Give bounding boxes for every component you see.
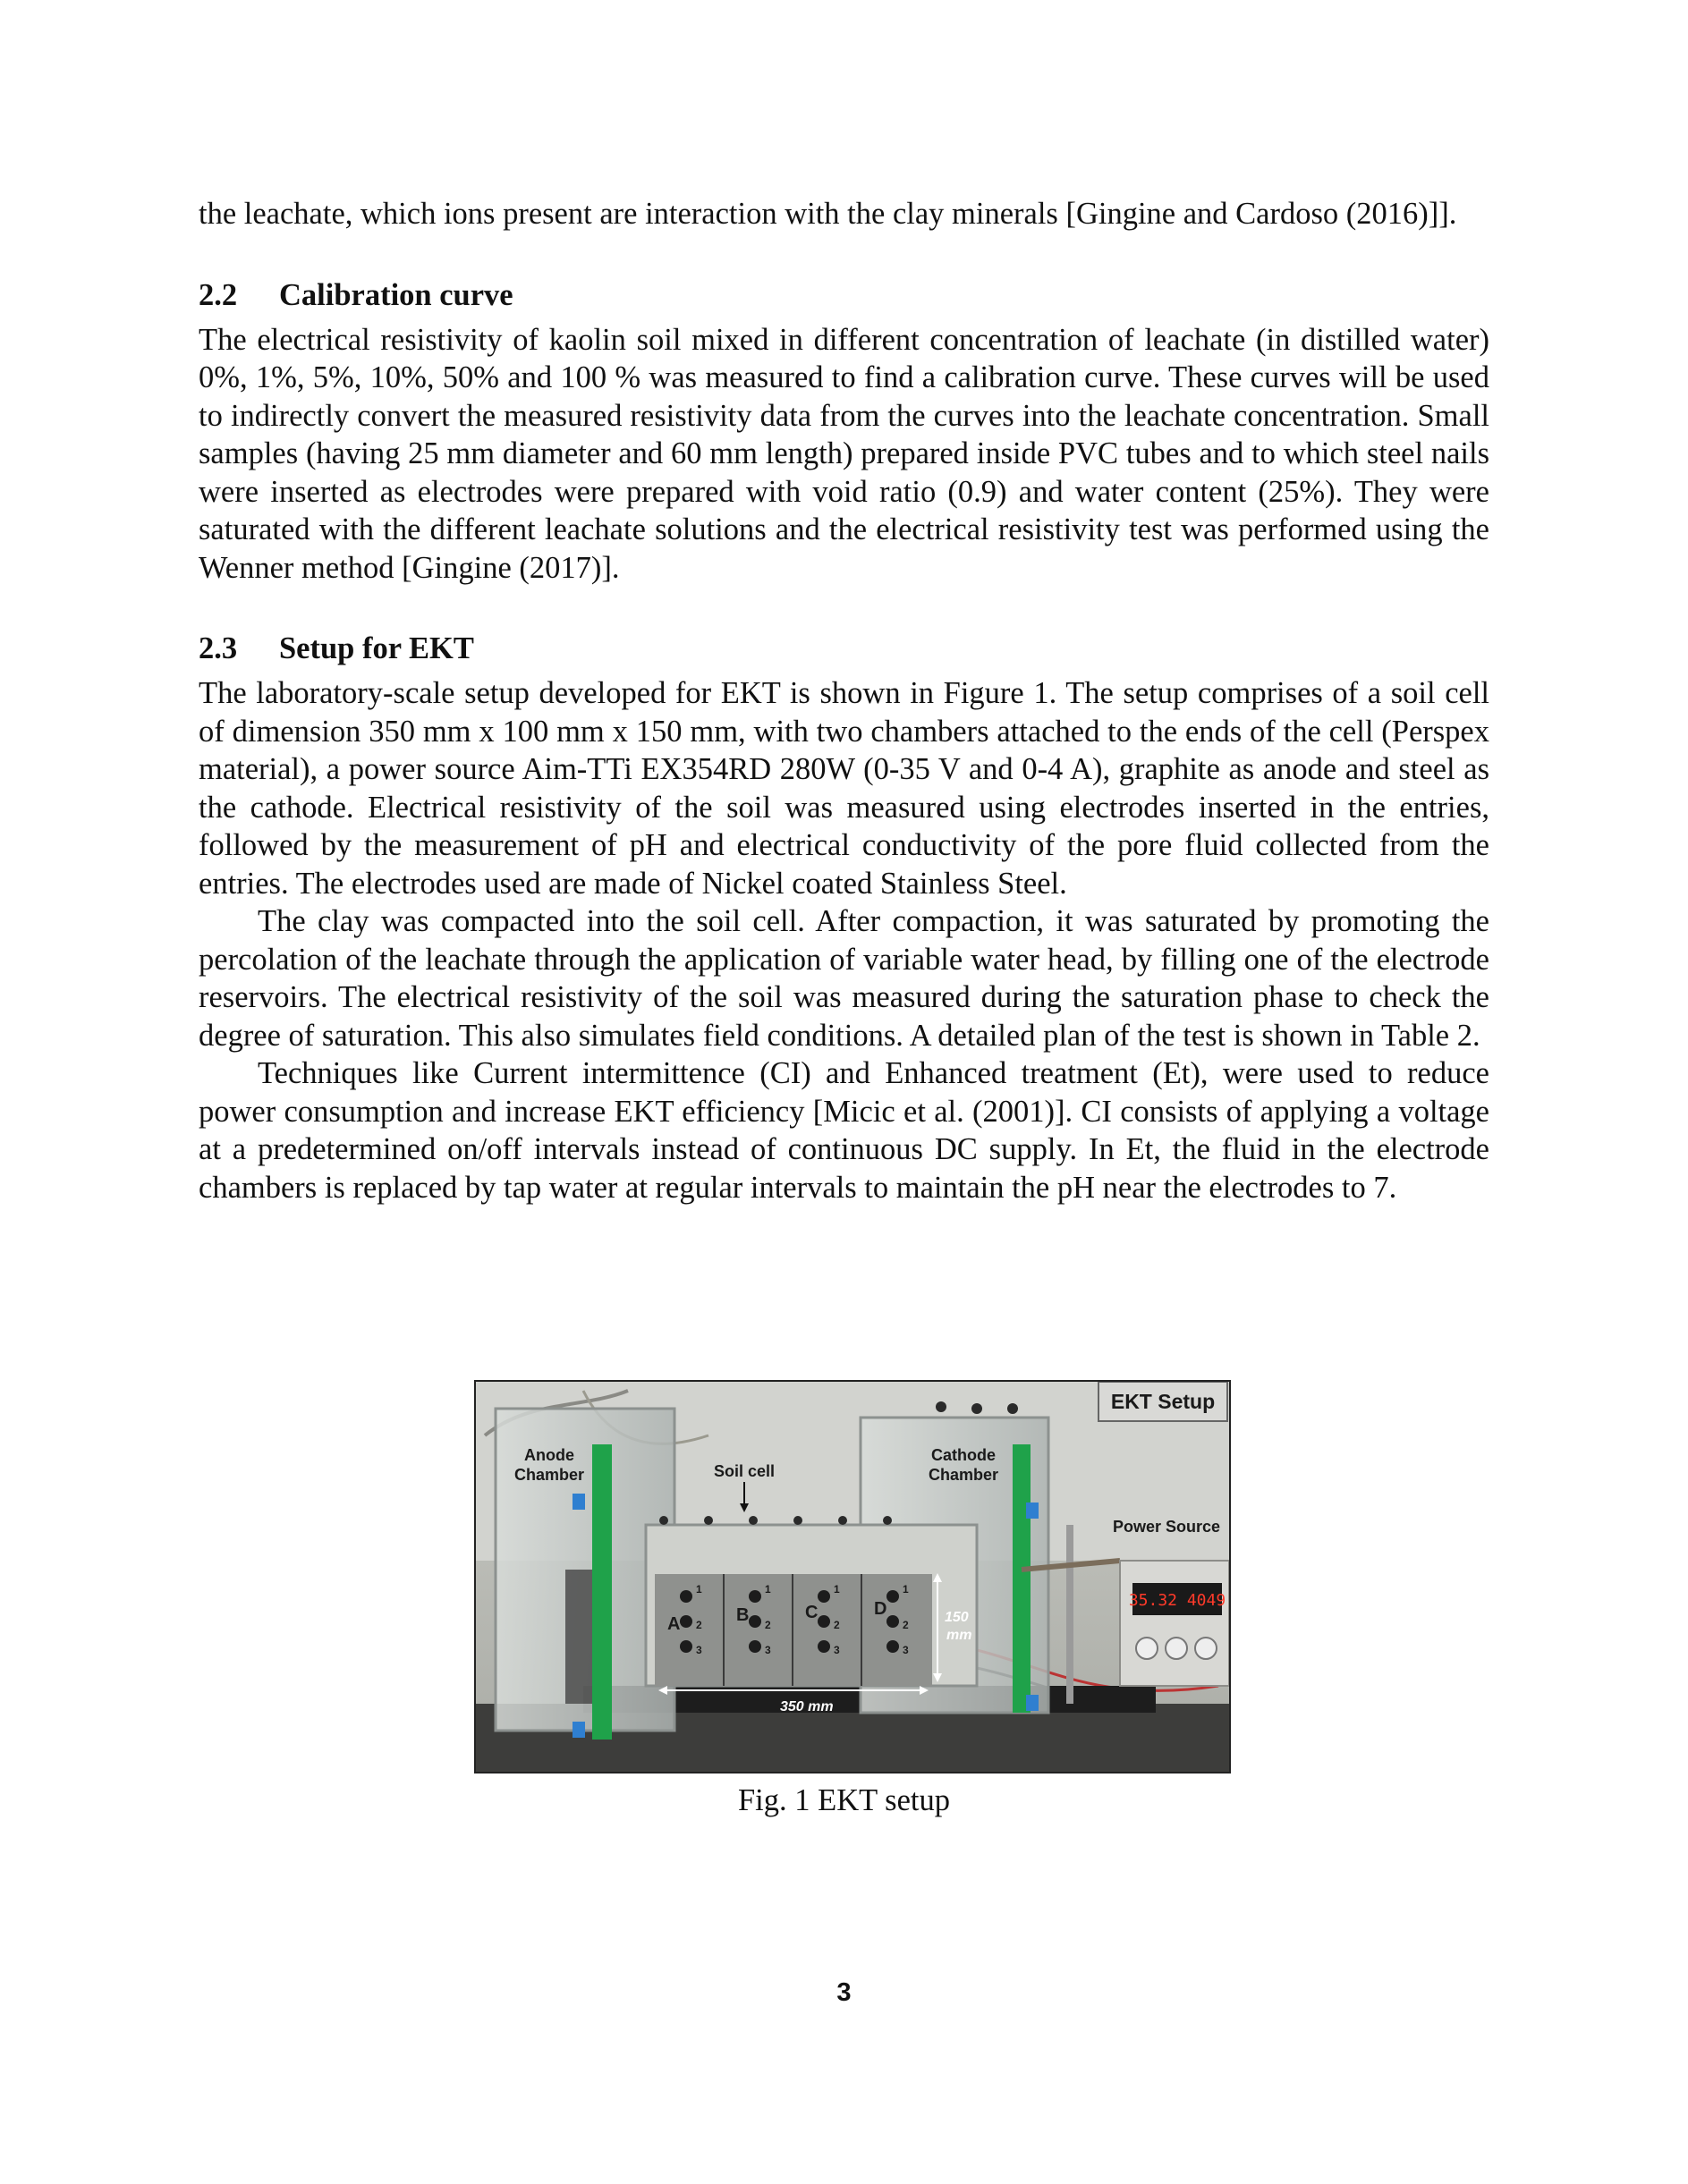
setup-paragraph-2: The clay was compacted into the soil cell. After compaction, it was saturated by promoting the percolation of the leachate through the application of variable water head, by filling one of the electrode reservoirs. The electrical resistivity of the soil was measured during the saturation phase to check the degree of saturation. This also simulates field conditions. A detailed plan of the test is shown in Table 2. [199, 904, 1489, 1053]
figure-caption: Fig. 1 EKT setup [737, 1783, 951, 1817]
cathode-label: Cathode [931, 1446, 996, 1464]
setup-paragraph-3: Techniques like Current intermittence (CI) and Enhanced treatment (Et), were used to reduce power consumption and increase EKT efficiency [Micic et al. (2001)]. CI consists of applying a voltage at a predetermined on/off intervals instead of continuous DC supply. In Et, the fluid in the electrode chambers is replaced by tap water at regular intervals to maintain the pH near the electrodes to 7. [199, 1056, 1489, 1205]
entry-number: 2 [903, 1619, 909, 1631]
entry-number: 2 [834, 1619, 840, 1631]
figure-title-label: EKT Setup [1110, 1390, 1216, 1413]
entry-number: 1 [765, 1583, 771, 1596]
section-label-c: C [805, 1603, 819, 1622]
section-label-d: D [874, 1599, 887, 1619]
length-dimension-label: 350 mm [780, 1699, 834, 1714]
height-unit-label: mm [946, 1628, 972, 1643]
entry-number: 3 [696, 1644, 702, 1656]
entry-number: 2 [696, 1619, 702, 1631]
section-heading: 2.2 Calibration curve [199, 277, 513, 312]
entry-number: 3 [903, 1644, 909, 1656]
power-source-label: Power Source [1112, 1518, 1221, 1536]
cathode-label-line2: Chamber [928, 1466, 999, 1484]
entry-number: 1 [834, 1583, 840, 1596]
entry-number: 3 [834, 1644, 840, 1656]
section-2-2 [199, 276, 1489, 588]
section-heading: 2.3 Setup for EKT [199, 631, 474, 665]
entry-number: 2 [765, 1619, 771, 1631]
entry-number: 1 [696, 1583, 702, 1596]
height-dimension-label: 150 [945, 1610, 969, 1625]
setup-paragraph-1: The laboratory-scale setup developed for EKT is shown in Figure 1. The setup comprises of a soil cell of dimension 350 mm x 100 mm x 150 mm, with two chambers attached to the ends of the cell (Perspex material), a power source Aim-TTi EX354RD 280W (0-35 V and 0-4 A), graphite as anode and steel as the cathode. Electrical resistivity of the soil was measured using electrodes inserted in the entries, followed by the measurement of pH and electrical conductivity of the pore fluid collected from the entries. The electrodes used are made of Nickel coated Stainless Steel. [199, 676, 1489, 901]
calibration-paragraph: The electrical resistivity of kaolin soil mixed in different concentration of leachate (in distilled water) 0%, 1%, 5%, 10%, 50% and 100 % was measured to find a calibration curve. These curves will be used to indirectly convert the measured resistivity data from the curves into the leachate concentration. Small samples (having 25 mm diameter and 60 mm length) prepared inside PVC tubes and to which steel nails were inserted as electrodes were prepared with void ratio (0.9) and water content (25%). They were saturated with the different leachate solutions and the electrical resistivity test was performed using the Wenner method [Gingine (2017)]. [199, 322, 1489, 585]
page-body [199, 195, 1489, 1206]
power-display-readout: 35.32 4049 [1128, 1591, 1226, 1610]
intro-paragraph: the leachate, which ions present are interaction with the clay minerals [Gingine and Cardoso (2016)]]. [199, 197, 1457, 231]
entry-number: 1 [903, 1583, 909, 1596]
anode-label: Anode [524, 1446, 574, 1464]
soil-cell-label: Soil cell [713, 1462, 776, 1480]
page-number: 3 [836, 1978, 852, 2007]
anode-label-line2: Chamber [513, 1466, 585, 1484]
section-label-b: B [736, 1605, 750, 1625]
section-2-3 [199, 630, 1489, 1206]
section-label-a: A [667, 1614, 681, 1634]
entry-number: 3 [765, 1644, 771, 1656]
ekt-setup-photo [474, 1380, 1231, 1773]
